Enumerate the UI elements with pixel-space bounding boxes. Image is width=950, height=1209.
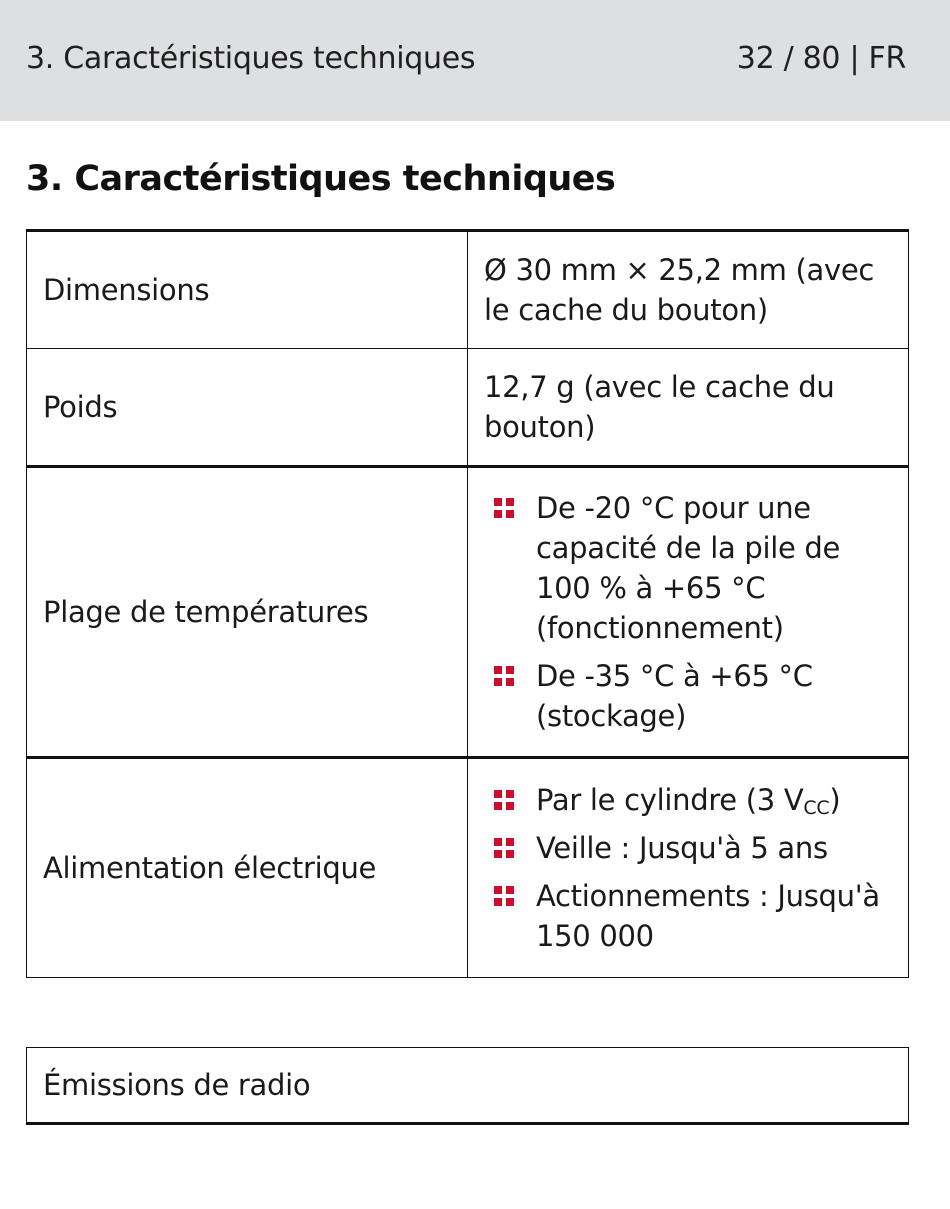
list-item: [484, 780, 892, 820]
temperature-value: [468, 467, 909, 758]
bullet-icon: [494, 886, 514, 906]
weight-label: Poids: [27, 349, 468, 467]
list-item: [484, 656, 892, 736]
bullet-icon: [494, 498, 514, 518]
table-row: [27, 231, 909, 349]
section-title: 3. Caractéristiques techniques: [26, 159, 616, 199]
dimensions-label: Dimensions: [27, 231, 468, 349]
list-item-text: De -35 °C à +65 °C (stockage): [536, 659, 813, 733]
table-row: [27, 349, 909, 467]
list-item: [484, 488, 892, 648]
specs-table: [26, 229, 909, 978]
weight-value: 12,7 g (avec le cache du bouton): [468, 349, 909, 467]
dimensions-value: Ø 30 mm × 25,2 mm (avec le cache du bouton): [468, 231, 909, 349]
power-value: [468, 758, 909, 978]
list-item-text: [536, 783, 840, 817]
power-source-text: Par le cylindre (3 V: [536, 783, 804, 817]
temperature-label: Plage de températures: [27, 467, 468, 758]
temperature-list: [484, 488, 892, 736]
list-item-text: Actionnements : Jusqu'à 150 000: [536, 879, 880, 953]
bullet-icon: [494, 666, 514, 686]
bullet-icon: [494, 838, 514, 858]
header-title: 3. Caractéristiques techniques: [26, 41, 476, 76]
list-item-text: Veille : Jusqu'à 5 ans: [536, 831, 828, 865]
table-row: [27, 467, 909, 758]
power-source-end: ): [829, 783, 841, 817]
page-indicator: 32 / 80 | FR: [736, 41, 906, 76]
radio-emissions-box: [26, 1047, 909, 1125]
radio-emissions-label: Émissions de radio: [43, 1068, 311, 1102]
list-item: [484, 876, 892, 956]
page-header: [0, 0, 950, 121]
list-item: [484, 828, 892, 868]
bullet-icon: [494, 790, 514, 810]
voltage-subscript: CC: [803, 797, 830, 819]
list-item-text: De -20 °C pour une capacité de la pile de 100 % à +65 °C (fonctionnement): [536, 491, 841, 645]
power-list: [484, 780, 892, 956]
power-label: Alimentation électrique: [27, 758, 468, 978]
table-row: [27, 758, 909, 978]
